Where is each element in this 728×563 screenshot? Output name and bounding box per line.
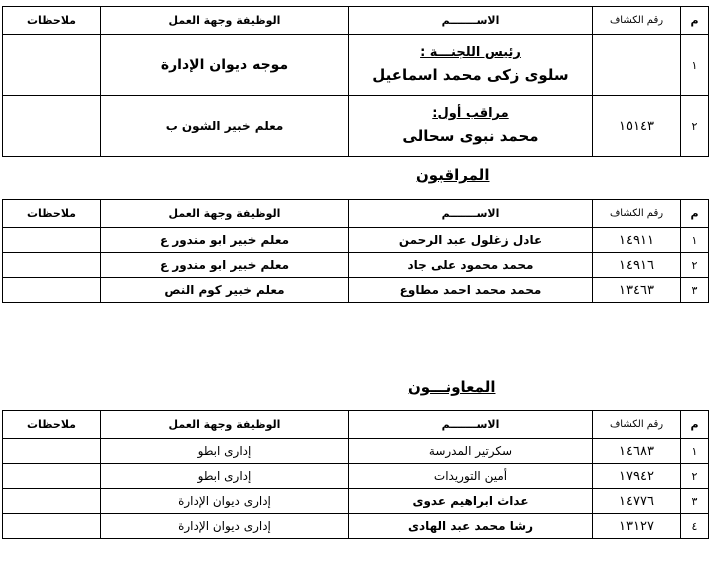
header-index: م (681, 7, 709, 35)
row-code: ١٣١٢٧ (593, 514, 681, 539)
row-name: عداث ابراهيم عدوى (349, 489, 593, 514)
table-row (3, 228, 709, 253)
header-notes: ملاحظات (3, 411, 101, 439)
row-notes (3, 96, 101, 157)
table-row (3, 439, 709, 464)
header-role: الوظيفة وجهة العمل (101, 200, 349, 228)
supervisors-header-row (3, 200, 709, 228)
row-role: إدارى ابطو (101, 439, 349, 464)
row-name: عادل زغلول عبد الرحمن (349, 228, 593, 253)
row-notes (3, 464, 101, 489)
row-role: معلم خبير ابو مندور ع (101, 253, 349, 278)
supervisors-title: المراقبون (416, 166, 490, 184)
row-code: ١٣٤٦٣ (593, 278, 681, 303)
row-index: ٣ (681, 489, 709, 514)
row-notes (3, 439, 101, 464)
row-notes (3, 228, 101, 253)
row-index: ٢ (681, 253, 709, 278)
header-index: م (681, 411, 709, 439)
row-name: محمد محمد احمد مطاوع (349, 278, 593, 303)
row-notes (3, 35, 101, 96)
row-name: أمين التوريدات (349, 464, 593, 489)
row-code: ١٤٦٨٣ (593, 439, 681, 464)
row-name-cell (349, 35, 593, 96)
table-row (3, 35, 709, 96)
row-notes (3, 278, 101, 303)
row-index: ١ (681, 228, 709, 253)
row-role: معلم خبير كوم النص (101, 278, 349, 303)
row-index: ١ (681, 439, 709, 464)
header-code: رقم الكشاف (593, 411, 681, 439)
row-notes (3, 253, 101, 278)
table-row (3, 514, 709, 539)
row-role: معلم خبير ابو مندور ع (101, 228, 349, 253)
table-row (3, 464, 709, 489)
supervisors-table (2, 199, 709, 303)
header-name: الاســـــــم (349, 200, 593, 228)
row-notes (3, 514, 101, 539)
row-role: إدارى ابطو (101, 464, 349, 489)
row-name-cell (349, 96, 593, 157)
row-name: رشا محمد عبد الهادى (349, 514, 593, 539)
assistants-title: المعاونـــون (408, 378, 496, 396)
committee-header-row (3, 7, 709, 35)
row-name: محمد نبوى سحالى (402, 127, 539, 145)
row-role: إدارى ديوان الإدارة (101, 489, 349, 514)
row-name: سلوى زكى محمد اسماعيل (372, 66, 569, 84)
row-name: سكرتير المدرسة (349, 439, 593, 464)
header-name: الاســـــــم (349, 411, 593, 439)
header-code: رقم الكشاف (593, 200, 681, 228)
row-index: ١ (681, 35, 709, 96)
row-code: ١٧٩٤٢ (593, 464, 681, 489)
header-notes: ملاحظات (3, 7, 101, 35)
row-code: ١٤٩١١ (593, 228, 681, 253)
table-row (3, 278, 709, 303)
row-name: محمد محمود على جاد (349, 253, 593, 278)
header-role: الوظيفة وجهة العمل (101, 7, 349, 35)
table-row (3, 96, 709, 157)
row-index: ٢ (681, 96, 709, 157)
table-row (3, 489, 709, 514)
row-notes (3, 489, 101, 514)
row-index: ٣ (681, 278, 709, 303)
assistants-table (2, 410, 709, 539)
header-code: رقم الكشاف (593, 7, 681, 35)
header-index: م (681, 200, 709, 228)
header-role: الوظيفة وجهة العمل (101, 411, 349, 439)
header-notes: ملاحظات (3, 200, 101, 228)
row-label: مراقب أول: (432, 106, 509, 121)
row-role: إدارى ديوان الإدارة (101, 514, 349, 539)
row-code: ١٥١٤٣ (593, 96, 681, 157)
committee-table (2, 6, 709, 157)
row-index: ٢ (681, 464, 709, 489)
row-code (593, 35, 681, 96)
row-code: ١٤٩١٦ (593, 253, 681, 278)
row-label: رئيس اللجنـــة : (420, 45, 521, 60)
row-index: ٤ (681, 514, 709, 539)
row-role: معلم خبير الشون ب (101, 96, 349, 157)
row-code: ١٤٧٧٦ (593, 489, 681, 514)
row-role: موجه ديوان الإدارة (101, 35, 349, 96)
assistants-header-row (3, 411, 709, 439)
header-name: الاســـــــم (349, 7, 593, 35)
table-row (3, 253, 709, 278)
